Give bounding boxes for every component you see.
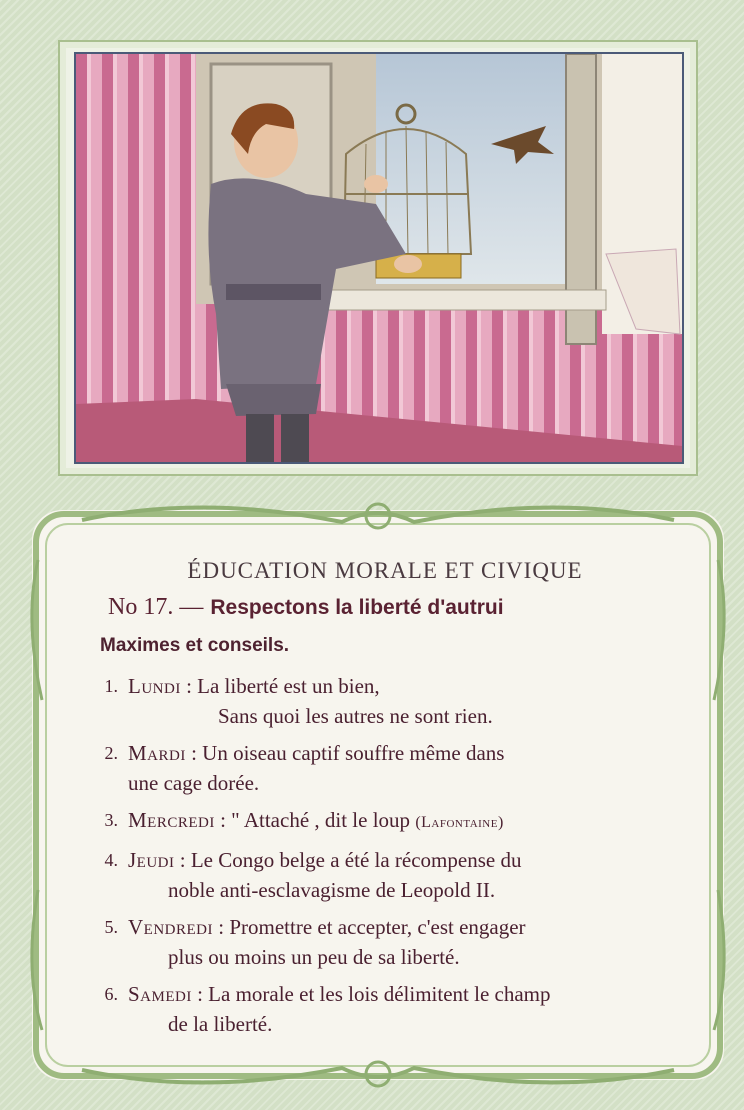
maxim-number: 1. <box>104 676 118 696</box>
subheading: Maximes et conseils. <box>100 635 290 656</box>
day-name: Jeudi <box>128 848 175 872</box>
lesson-title-line <box>108 594 690 621</box>
maxim-tuesday <box>80 738 690 798</box>
illustration-frame <box>58 40 698 476</box>
maxim-monday <box>80 671 690 731</box>
maxim-line-2: noble anti-esclavagisme de Leopold II. <box>168 878 496 902</box>
text-panel <box>22 500 734 1090</box>
lesson-title: Respectons la liberté d'autrui <box>210 596 504 619</box>
maxim-friday <box>80 912 690 972</box>
illustration-drawing <box>76 54 682 462</box>
illustration <box>74 52 684 464</box>
maxim-line-1: : Promettre et accepter, c'est engager <box>218 915 526 939</box>
maxim-number: 4. <box>104 850 118 870</box>
maxim-thursday <box>80 845 690 905</box>
day-name: Samedi <box>128 982 192 1006</box>
maxim-line-1: : " Attaché , dit le loup <box>220 808 411 832</box>
maxim-number: 3. <box>104 810 118 830</box>
window-sill <box>316 290 606 310</box>
maxim-number: 6. <box>104 984 118 1004</box>
maxim-line-1: : La morale et les lois délimitent le champ <box>197 982 551 1006</box>
day-name: Lundi <box>128 674 181 698</box>
day-name: Mardi <box>128 741 186 765</box>
lesson-number: No 17. — <box>108 594 204 620</box>
maxim-line-1: : Le Congo belge a été la récompense du <box>179 848 522 872</box>
maxim-line-2: plus ou moins un peu de sa liberté. <box>168 945 460 969</box>
day-name: Vendredi <box>128 915 213 939</box>
maxim-line-1: : Un oiseau captif souffre même dans <box>191 741 505 765</box>
maxim-line-1: : La liberté est un bien, <box>186 674 380 698</box>
maxim-line-2: une cage dorée. <box>128 771 260 795</box>
maxims-text <box>80 558 690 1046</box>
maxim-number: 2. <box>104 743 118 763</box>
maxim-wednesday <box>80 805 690 838</box>
maxim-number: 5. <box>104 917 118 937</box>
maxim-saturday <box>80 979 690 1039</box>
section-heading: ÉDUCATION MORALE ET CIVIQUE <box>187 558 583 583</box>
day-name: Mercredi <box>128 808 215 832</box>
maxim-source: (Lafontaine) <box>415 814 504 831</box>
maxim-line-2: Sans quoi les autres ne sont rien. <box>218 704 493 728</box>
maxim-line-2: de la liberté. <box>168 1012 273 1036</box>
